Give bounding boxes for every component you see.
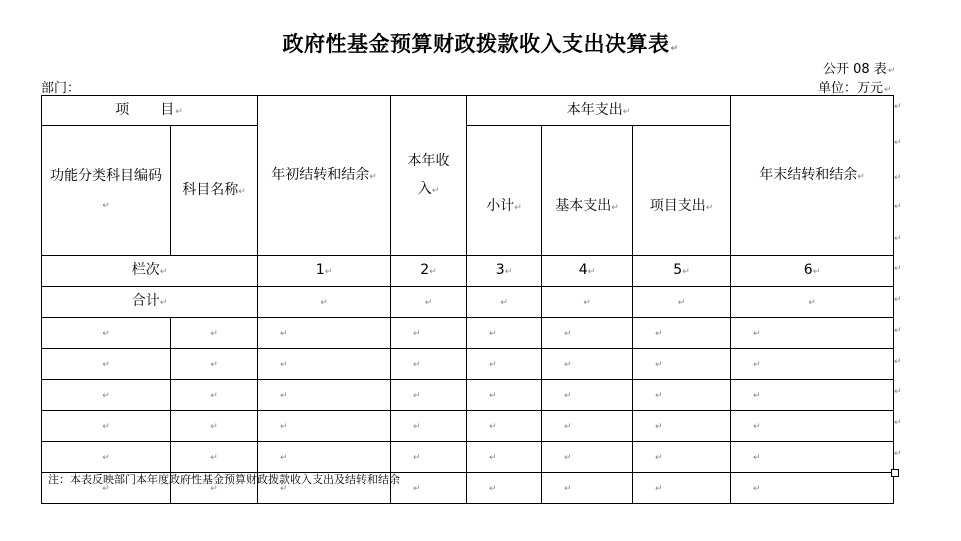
paragraph-mark-icon: ↵	[564, 391, 572, 401]
table-cell[interactable]	[467, 442, 542, 473]
paragraph-mark-icon: ↵	[102, 453, 110, 463]
header-end-balance: 年末结转和结余↵	[731, 96, 894, 256]
title-text: 政府性基金预算财政拨款收入支出决算表	[282, 32, 670, 56]
table-cell[interactable]	[171, 442, 258, 473]
table-cell[interactable]	[542, 318, 633, 349]
paragraph-mark-icon: ↵	[489, 484, 497, 494]
table-cell[interactable]	[467, 411, 542, 442]
table-cell[interactable]	[391, 411, 467, 442]
column-row-label: 栏次↵	[42, 256, 258, 287]
paragraph-mark-icon: ↵	[857, 171, 865, 182]
paragraph-mark-icon: ↵	[210, 360, 218, 370]
table-resize-handle-icon[interactable]	[891, 469, 899, 477]
paragraph-mark-icon: ↵	[504, 267, 513, 277]
paragraph-mark-icon: ↵	[753, 360, 761, 370]
paragraph-mark-icon: ↵	[655, 360, 663, 370]
table-cell[interactable]	[467, 318, 542, 349]
paragraph-mark-icon: ↵	[413, 484, 421, 494]
header-project: 项目支出↵	[633, 126, 731, 256]
paragraph-mark-icon: ↵	[424, 298, 433, 308]
paragraph-mark-icon: ↵	[894, 264, 902, 274]
table-cell[interactable]	[731, 411, 894, 442]
paragraph-mark-icon: ↵	[429, 267, 437, 277]
table-cell[interactable]	[171, 318, 258, 349]
page-title	[0, 28, 961, 58]
table-cell[interactable]	[391, 380, 467, 411]
paragraph-mark-icon: ↵	[753, 453, 761, 463]
table-cell[interactable]	[258, 349, 391, 380]
paragraph-mark-icon: ↵	[670, 44, 679, 54]
column-number-row	[42, 256, 894, 287]
paragraph-mark-icon: ↵	[812, 267, 821, 277]
paragraph-mark-icon: ↵	[887, 66, 896, 76]
paragraph-mark-icon: ↵	[280, 391, 288, 401]
header-income: 本年收入↵	[391, 96, 467, 256]
column-number: 2↵	[391, 256, 467, 287]
paragraph-mark-icon: ↵	[677, 298, 686, 308]
paragraph-mark-icon: ↵	[159, 298, 168, 308]
paragraph-mark-icon: ↵	[884, 85, 892, 95]
table-cell[interactable]	[467, 349, 542, 380]
table-cell[interactable]	[731, 349, 894, 380]
form-number-text: 公开 08 表	[823, 62, 887, 77]
paragraph-mark-icon: ↵	[175, 106, 184, 117]
table-cell[interactable]	[258, 442, 391, 473]
paragraph-mark-icon: ↵	[894, 295, 902, 305]
total-cell	[467, 287, 542, 318]
total-row-label: 合计↵	[42, 287, 258, 318]
paragraph-mark-icon: ↵	[655, 391, 663, 401]
paragraph-mark-icon: ↵	[808, 298, 816, 308]
paragraph-mark-icon: ↵	[210, 329, 218, 339]
table-cell[interactable]	[467, 473, 542, 504]
paragraph-mark-icon: ↵	[753, 391, 761, 401]
paragraph-mark-icon: ↵	[413, 422, 421, 432]
header-subtotal: 小计↵	[467, 126, 542, 256]
paragraph-mark-icon: ↵	[655, 329, 663, 339]
table-cell[interactable]	[258, 411, 391, 442]
paragraph-mark-icon: ↵	[514, 202, 522, 213]
paragraph-mark-icon: ↵	[489, 422, 497, 432]
paragraph-mark-icon: ↵	[753, 422, 761, 432]
table-cell[interactable]	[633, 318, 731, 349]
budget-table	[41, 95, 894, 504]
header-expense-group: 本年支出↵	[467, 96, 731, 126]
table-cell[interactable]	[391, 349, 467, 380]
paragraph-mark-icon: ↵	[655, 422, 663, 432]
total-cell	[258, 287, 391, 318]
paragraph-mark-icon: ↵	[210, 391, 218, 401]
paragraph-mark-icon: ↵	[369, 171, 377, 182]
column-number: 6↵	[731, 256, 894, 287]
paragraph-mark-icon: ↵	[413, 391, 421, 401]
paragraph-mark-icon: ↵	[210, 453, 218, 463]
table-cell[interactable]	[542, 349, 633, 380]
paragraph-mark-icon: ↵	[489, 360, 497, 370]
paragraph-mark-icon: ↵	[489, 453, 497, 463]
paragraph-mark-icon: ↵	[102, 329, 110, 339]
table-cell[interactable]	[731, 380, 894, 411]
paragraph-mark-icon: ↵	[564, 360, 572, 370]
paragraph-mark-icon: ↵	[705, 202, 714, 213]
paragraph-mark-icon: ↵	[489, 329, 497, 339]
paragraph-mark-icon: ↵	[102, 200, 110, 211]
paragraph-mark-icon: ↵	[102, 391, 110, 401]
table-cell[interactable]	[391, 473, 467, 504]
table-cell[interactable]	[467, 380, 542, 411]
paragraph-mark-icon: ↵	[102, 422, 110, 432]
table-cell[interactable]	[542, 473, 633, 504]
paragraph-mark-icon: ↵	[583, 298, 591, 308]
paragraph-mark-icon: ↵	[564, 484, 572, 494]
paragraph-mark-icon: ↵	[894, 357, 902, 367]
header-row-1	[42, 96, 894, 126]
paragraph-mark-icon: ↵	[894, 387, 902, 397]
paragraph-mark-icon: ↵	[431, 185, 440, 196]
table-cell[interactable]	[633, 380, 731, 411]
table-cell[interactable]	[391, 318, 467, 349]
column-number: 3↵	[467, 256, 542, 287]
table-cell[interactable]	[731, 318, 894, 349]
paragraph-mark-icon: ↵	[564, 453, 572, 463]
table-cell[interactable]	[42, 411, 171, 442]
paragraph-mark-icon: ↵	[587, 267, 596, 277]
paragraph-mark-icon: ↵	[894, 173, 902, 183]
paragraph-mark-icon: ↵	[102, 360, 110, 370]
table-cell[interactable]	[731, 442, 894, 473]
table-note: 注：本表反映部门本年度政府性基金预算财政拨款收入支出及结转和结余	[48, 473, 400, 486]
table-row	[42, 411, 894, 442]
total-row	[42, 287, 894, 318]
table-cell[interactable]	[542, 442, 633, 473]
table-cell[interactable]	[633, 473, 731, 504]
table-cell[interactable]	[42, 380, 171, 411]
table-row	[42, 442, 894, 473]
paragraph-mark-icon: ↵	[280, 453, 288, 463]
paragraph-mark-icon: ↵	[489, 391, 497, 401]
total-cell	[542, 287, 633, 318]
header-func-code: 功能分类科目编码↵	[42, 126, 171, 256]
table-cell[interactable]	[391, 442, 467, 473]
column-number: 5↵	[633, 256, 731, 287]
paragraph-mark-icon: ↵	[320, 298, 328, 308]
paragraph-mark-icon: ↵	[894, 418, 902, 428]
paragraph-mark-icon: ↵	[413, 453, 421, 463]
table-cell[interactable]	[542, 380, 633, 411]
table-cell[interactable]	[171, 349, 258, 380]
header-subject-name: 科目名称↵	[171, 126, 258, 256]
table-cell[interactable]	[731, 473, 894, 504]
header-basic: 基本支出↵	[542, 126, 633, 256]
paragraph-mark-icon: ↵	[280, 484, 288, 494]
unit-label	[818, 77, 892, 96]
header-begin-balance: 年初结转和结余↵	[258, 96, 391, 256]
paragraph-mark-icon: ↵	[413, 329, 421, 339]
table-row	[42, 349, 894, 380]
paragraph-mark-icon: ↵	[280, 360, 288, 370]
paragraph-mark-icon: ↵	[655, 453, 663, 463]
table-cell[interactable]	[633, 442, 731, 473]
header-item: 项 目↵	[42, 96, 258, 126]
paragraph-mark-icon: ↵	[611, 202, 619, 213]
paragraph-mark-icon: ↵	[753, 329, 761, 339]
paragraph-mark-icon: ↵	[894, 326, 902, 336]
table-cell[interactable]	[42, 318, 171, 349]
paragraph-mark-icon: ↵	[894, 102, 902, 112]
paragraph-mark-icon: ↵	[210, 484, 218, 494]
paragraph-mark-icon: ↵	[894, 138, 902, 148]
paragraph-mark-icon: ↵	[682, 267, 690, 277]
paragraph-mark-icon: ↵	[238, 186, 246, 197]
paragraph-mark-icon: ↵	[622, 106, 631, 117]
table-cell[interactable]	[633, 411, 731, 442]
table-cell[interactable]	[171, 380, 258, 411]
paragraph-mark-icon: ↵	[894, 202, 902, 212]
paragraph-mark-icon: ↵	[210, 422, 218, 432]
paragraph-mark-icon: ↵	[894, 449, 902, 459]
table-cell[interactable]	[258, 318, 391, 349]
paragraph-mark-icon: ↵	[753, 484, 761, 494]
column-number: 4↵	[542, 256, 633, 287]
table-cell[interactable]	[542, 411, 633, 442]
column-number: 1↵	[258, 256, 391, 287]
table-cell[interactable]	[633, 349, 731, 380]
paragraph-mark-icon: ↵	[280, 329, 288, 339]
total-cell	[391, 287, 467, 318]
unit-text: 单位：万元	[818, 81, 884, 96]
paragraph-mark-icon: ↵	[500, 298, 508, 308]
table-row	[42, 380, 894, 411]
paragraph-mark-icon: ↵	[102, 484, 110, 494]
paragraph-mark-icon: ↵	[894, 234, 902, 244]
table-cell[interactable]	[42, 442, 171, 473]
table-cell[interactable]	[171, 411, 258, 442]
table-cell[interactable]	[258, 380, 391, 411]
table-cell[interactable]	[42, 349, 171, 380]
paragraph-mark-icon: ↵	[564, 422, 572, 432]
paragraph-mark-icon: ↵	[564, 329, 572, 339]
table-row	[42, 318, 894, 349]
paragraph-mark-icon: ↵	[324, 267, 333, 277]
paragraph-mark-icon: ↵	[280, 422, 288, 432]
total-cell	[731, 287, 894, 318]
paragraph-mark-icon: ↵	[413, 360, 421, 370]
paragraph-mark-icon: ↵	[655, 484, 663, 494]
paragraph-mark-icon: ↵	[159, 267, 168, 277]
total-cell	[633, 287, 731, 318]
form-number	[823, 58, 895, 77]
department-label: 部门：	[41, 81, 81, 96]
